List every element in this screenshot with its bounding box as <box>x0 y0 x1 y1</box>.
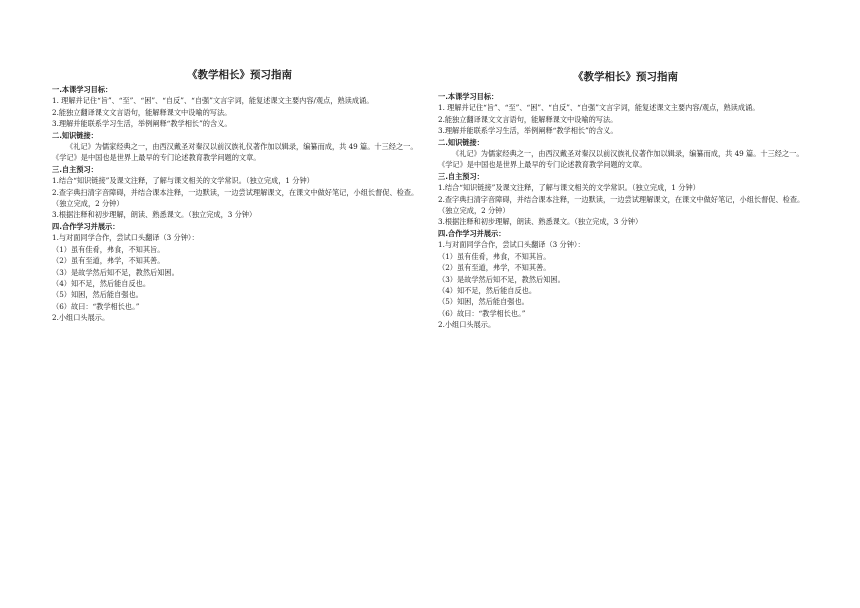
translation-sentence: （3）是故学然后知不足，教然后知困。 <box>52 267 179 277</box>
translation-sentence: （4）知不足，然后能自反也。 <box>52 278 151 288</box>
section-heading-cooperation: 四.合作学习并展示： <box>438 228 506 238</box>
objective-item: 3.理解并能联系学习生活，举例阐释“教学相长”的含义。 <box>52 119 232 129</box>
translation-sentence: （4）知不足，然后能自反也。 <box>438 285 537 295</box>
translation-sentence: （1）虽有佳肴，弗食，不知其旨。 <box>438 251 551 261</box>
section-heading-cooperation: 四.合作学习并展示： <box>52 221 120 231</box>
translation-sentence: （2）虽有至道，弗学，不知其善。 <box>438 263 551 273</box>
objective-item: 1. 理解并记住“旨”、“至”、“困”、“自反”、“自强”文言字词，能复述课文主要内容/观点，熟读成诵。 <box>438 103 760 113</box>
translation-sentence: （6）故曰：“教学相长也。” <box>52 301 140 311</box>
knowledge-paragraph: 《礼记》为儒家经典之一，由西汉戴圣对秦汉以前汉族礼仪著作加以辑录，编纂而成，共 49 篇。十三经之一。《学记》是中国也是世界上最早的专门论述教育教学问题的文章。 <box>438 149 804 170</box>
translation-sentence: （1）虽有佳肴，弗食，不知其旨。 <box>52 244 165 254</box>
section-heading-preview: 三.自主预习： <box>438 171 484 181</box>
section-heading-knowledge: 二.知识链接： <box>52 130 98 140</box>
guide-page-left <box>52 68 427 324</box>
translation-sentence: （5）知困，然后能自强也。 <box>438 297 529 307</box>
section-heading-objectives: 一.本课学习目标： <box>438 92 499 101</box>
translation-sentence: （3）是故学然后知不足，教然后知困。 <box>438 274 565 284</box>
cooperation-item: 2.小组口头展示。 <box>52 313 110 323</box>
section-heading-objectives: 一.本课学习目标： <box>52 85 113 94</box>
objective-item: 3.理解并能联系学习生活，举例阐释“教学相长”的含义。 <box>438 126 618 136</box>
guide-page-right <box>438 68 813 331</box>
objective-item: 2.能独立翻译课文文言语句，能解释课文中设喻的写法。 <box>438 114 618 124</box>
cooperation-item: 1.与对面同学合作，尝试口头翻译（3 分钟）： <box>52 233 199 243</box>
objective-item: 1. 理解并记住“旨”、“至”、“困”、“自反”、“自强”文言字词，能复述课文主要内容/观点，熟读成诵。 <box>52 96 374 106</box>
objective-item: 2.能独立翻译课文文言语句，能解释课文中设喻的写法。 <box>52 107 232 117</box>
preview-item: 2.查字典扫清字音障碍，并结合课本注释，一边默读，一边尝试理解课文，在课文中做好笔记，小组长督促、检查。（独立完成，2 分钟） <box>52 187 419 209</box>
translation-sentence: （2）虽有至道，弗学，不知其善。 <box>52 256 165 266</box>
translation-sentence: （5）知困，然后能自强也。 <box>52 290 143 300</box>
page-title: 《教学相长》预习指南 <box>573 71 678 83</box>
preview-item: 1.结合“知识链接”及课文注释，了解与课文相关的文学常识。（独立完成，1 分钟） <box>438 183 700 193</box>
section-heading-preview: 三.自主预习： <box>52 164 98 174</box>
preview-item: 1.结合“知识链接”及课文注释，了解与课文相关的文学常识。（独立完成，1 分钟） <box>52 176 314 186</box>
cooperation-item: 1.与对面同学合作，尝试口头翻译（3 分钟）： <box>438 240 585 250</box>
translation-sentence: （6）故曰：“教学相长也。” <box>438 308 526 318</box>
page-title: 《教学相长》预习指南 <box>187 69 292 81</box>
preview-item: 2.查字典扫清字音障碍，并结合课本注释，一边默读，一边尝试理解课文，在课文中做好笔记，小组长督促、检查。（独立完成，2 分钟） <box>438 194 805 216</box>
section-heading-knowledge: 二.知识链接： <box>438 137 484 147</box>
cooperation-item: 2.小组口头展示。 <box>438 320 496 330</box>
preview-item: 3.根据注释和初步理解，朗读、熟悉课文。（独立完成，3 分钟） <box>52 210 257 220</box>
preview-item: 3.根据注释和初步理解，朗读、熟悉课文。（独立完成，3 分钟） <box>438 217 643 227</box>
knowledge-paragraph: 《礼记》为儒家经典之一，由西汉戴圣对秦汉以前汉族礼仪著作加以辑录，编纂而成，共 49 篇。十三经之一。《学记》是中国也是世界上最早的专门论述教育教学问题的文章。 <box>52 142 418 163</box>
